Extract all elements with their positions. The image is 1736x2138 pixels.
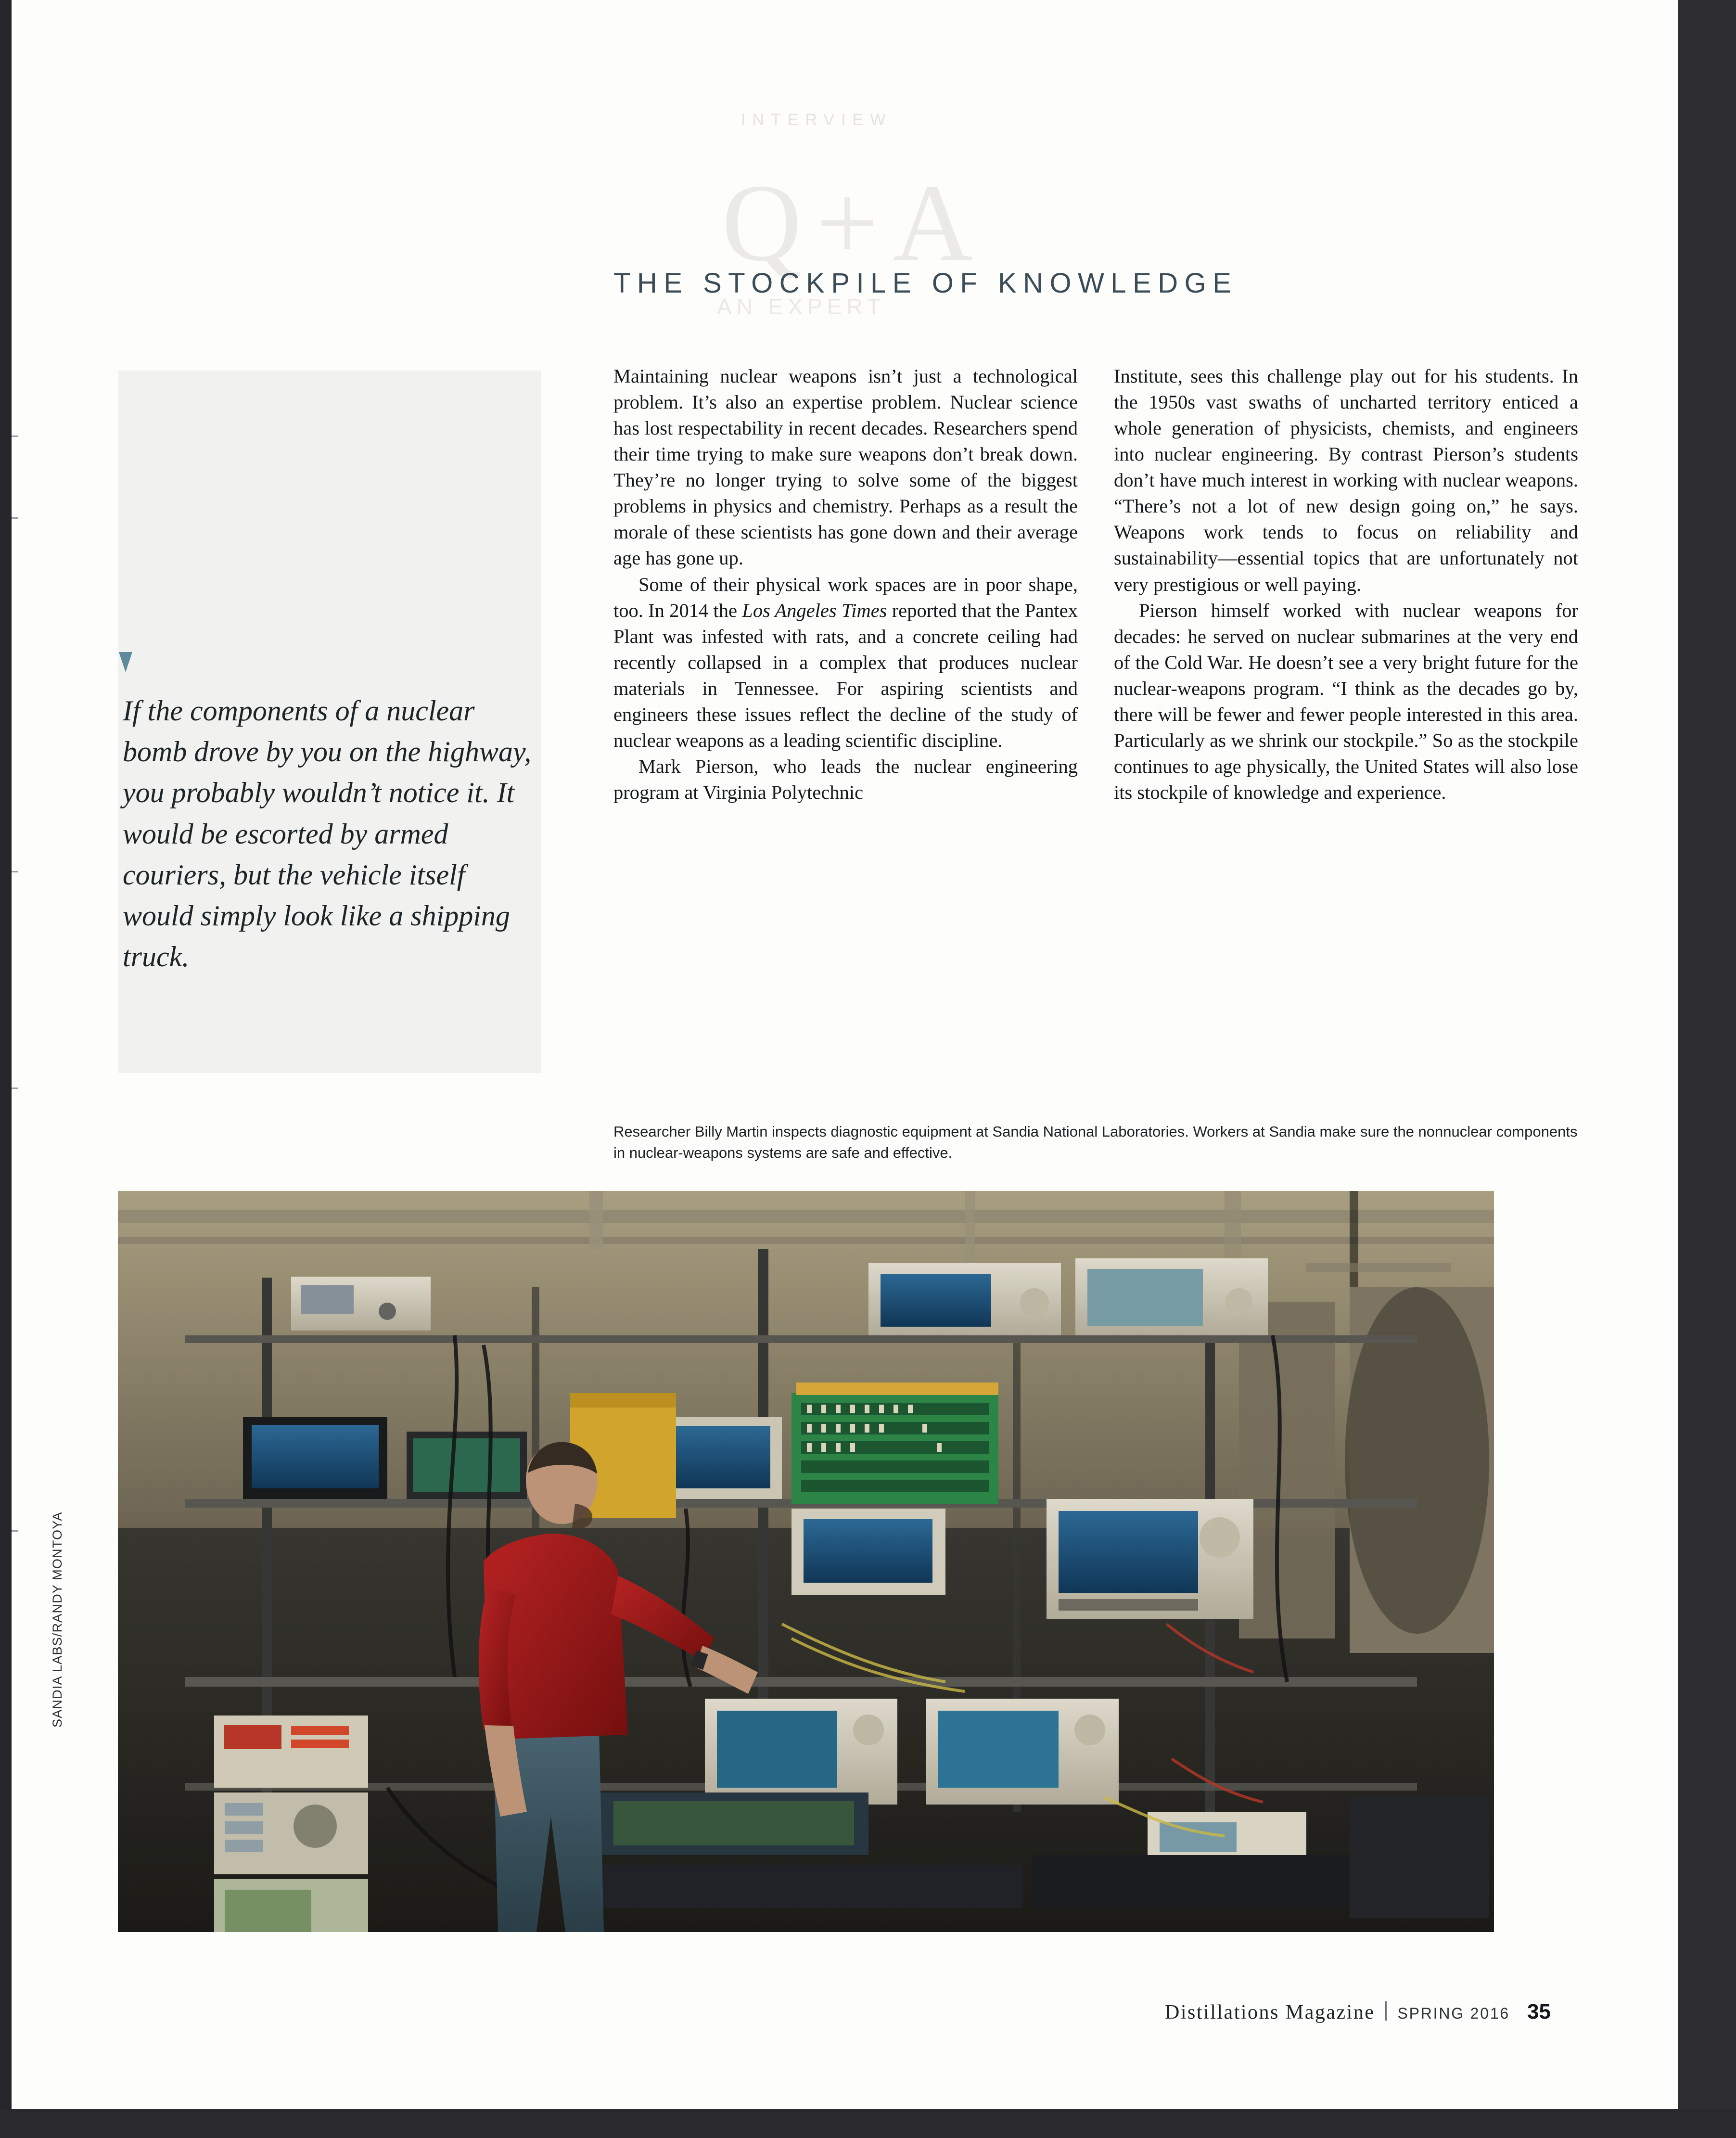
photo-caption: Researcher Billy Martin inspects diagnostic equipment at Sandia National Laboratories. Workers at Sandia make sure the nonnuclear components in nuclear-weapons systems are safe and effective. [613, 1123, 1578, 1162]
pullquote-text: If the components of a nuclear bomb drove by you on the highway, you probably wouldn’t notice it. It would be escorted by armed couriers, but the vehicle itself would simply look like a shipping truck. [123, 695, 532, 973]
body-column-1 [613, 363, 1078, 806]
body-column-2 [1114, 363, 1578, 806]
bleedthrough-kicker: INTERVIEW [741, 111, 893, 129]
margin-tick [12, 517, 18, 519]
paragraph: Pierson himself worked with nuclear weapons for decades: he served on nuclear submarines at the very end of the Cold War. He doesn’t see a very bright future for the nuclear-weapons program. “I think as the decades go by, there will be fewer and fewer people interested in this area. Particularly as we shrink our stockpile.” So as the stockpile continues to age physically, the United States will also lose its stockpile of knowledge and experience. [1114, 599, 1578, 803]
footer-magazine-title: Distillations Magazine [1165, 2001, 1375, 2023]
footer-issue: SPRING 2016 [1397, 2005, 1510, 2022]
paragraph: Some of their physical work spaces are in poor shape, too. In 2014 the Los Angeles Times reported that the Pantex Plant was infested with rats, and a concrete ceiling had recently collapsed in a complex that produces nuclear materials in Tennessee. For aspiring scientists and engineers these issues reflect the decline of the study of nuclear weapons as a leading scientific discipline. [613, 573, 1078, 751]
paragraph: Institute, sees this challenge play out for his students. In the 1950s vast swaths of uncharted territory enticed a whole generation of physicists, chemists, and engineers into nuclear engineering. By contrast Pierson’s students don’t have much interest in working with nuclear weapons. “There’s not a lot of new design going on,” he says. Weapons work tends to focus on reliability and sustainability—essential topics that are unfortunately not very prestigious or well paying. [1114, 365, 1578, 595]
scan-edge-right [1678, 0, 1736, 2138]
photo-lab-equipment [118, 1191, 1494, 1932]
paragraph: Mark Pierson, who leads the nuclear engineering program at Virginia Polytechnic [613, 755, 1078, 803]
page-title: THE STOCKPILE OF KNOWLEDGE [613, 268, 1238, 299]
bleedthrough-subtitle: AN EXPERT [717, 294, 885, 319]
paragraph: Maintaining nuclear weapons isn’t just a technological problem. It’s also an expertise problem. Nuclear science has lost respectability in recent decades. Researchers spend their time trying to make sure weapons don’t break down. They’re no longer trying to solve some of the biggest problems in physics and chemistry. Perhaps as a result the morale of these scientists has gone down and their average age has gone up. [613, 365, 1078, 569]
bleedthrough-title: Q+A [722, 161, 987, 284]
footer-page-number: 35 [1527, 2000, 1551, 2023]
page-footer [1165, 1999, 1551, 2024]
margin-tick [12, 871, 18, 872]
footer-divider [1385, 2001, 1387, 2021]
margin-tick [12, 1530, 18, 1532]
photo-credit: SANDIA LABS/RANDY MONTOYA [50, 1511, 64, 1728]
margin-tick [12, 1088, 18, 1089]
scan-edge-bottom [0, 2109, 1736, 2138]
margin-tick [12, 435, 18, 437]
scan-edge-left [0, 0, 12, 2138]
